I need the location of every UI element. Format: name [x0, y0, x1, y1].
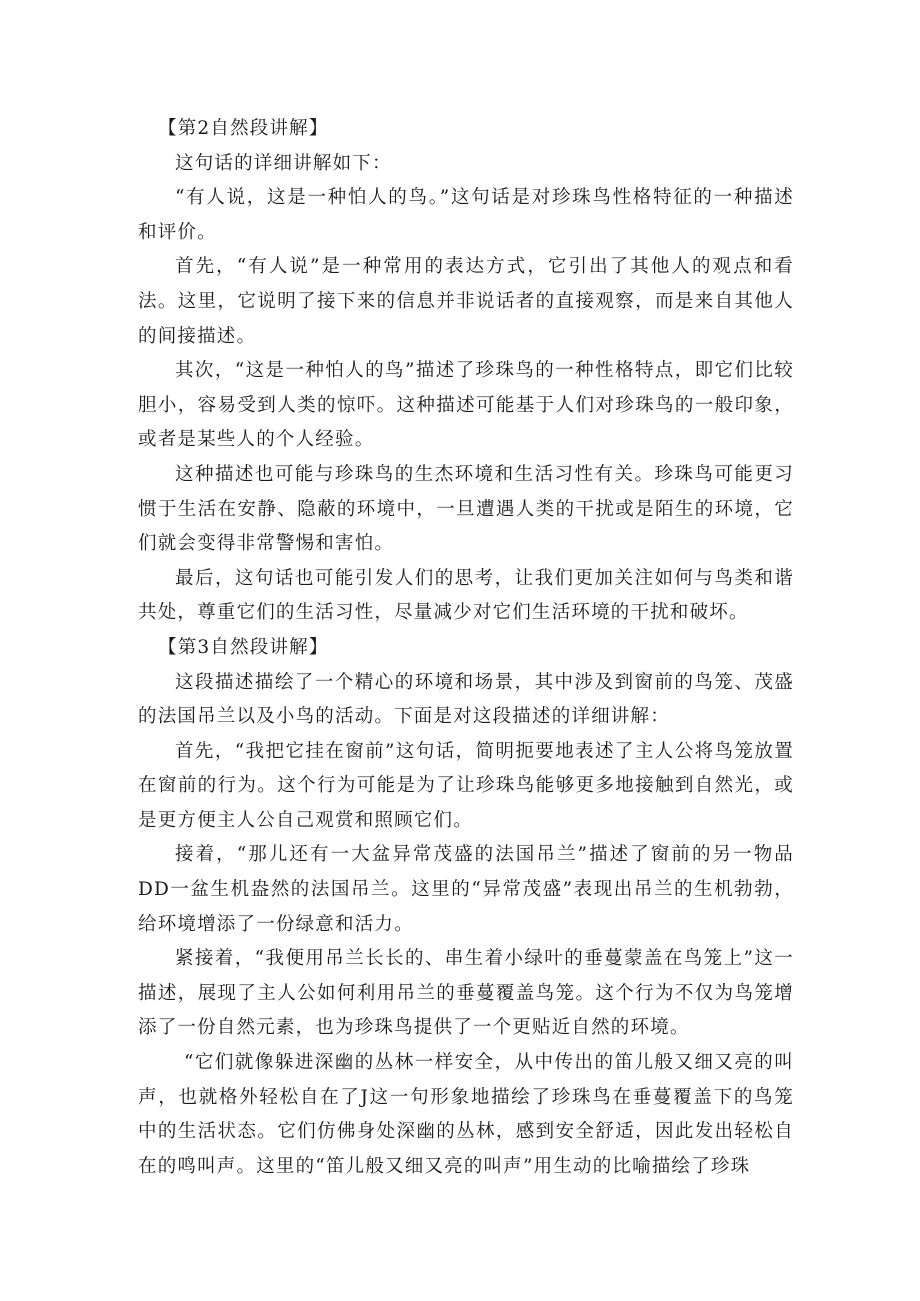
paragraph-final: 最后，这句话也可能引发人们的思考，让我们更加关注如何与鸟类和谐共处，尊重它们的生活习性，尽量减少对它们生活环境的干扰和破坏。	[138, 567, 794, 624]
paragraph-habitat: 这种描述也可能与珍珠鸟的生杰环境和生活习性有关。珍珠鸟可能更习惯于生活在安静、隐蔽的环境中，一旦遭遇人类的干扰或是陌生的环境，它们就会变得非常警惕和害怕。	[138, 463, 794, 555]
paragraph-quote: “有人说，这是一种怕人的鸟。”这句话是对珍珠鸟性格特征的一种描述和评价。	[138, 187, 794, 243]
paragraph-second: 其次，“这是一种怕人的鸟”描述了珍珠鸟的一种性格特点，即它们比较胆小，容易受到人类的惊吓。这种描述可能基于人们对珍珠鸟的一般印象，或者是某些人的个人经验。	[138, 360, 794, 451]
paragraph-vines: 紧接着，“我便用吊兰长长的、串生着小绿叶的垂蔓蒙盖在鸟笼上”这一描述，展现了主人公如何利用吊兰的垂蔓覆盖鸟笼。这个行为不仅为鸟笼增添了一份自然元素，也为珍珠鸟提供了一个更贴近自然的环境。	[138, 948, 794, 1039]
section-heading-2: 【第2自然段讲解】	[158, 118, 329, 139]
document-page	[138, 112, 794, 1184]
paragraph-scene: 这段描述描绘了一个精心的环境和场景，其中涉及到窗前的鸟笼、茂盛的法国吊兰以及小鸟的活动。下面是对这段描述的详细讲解：	[138, 671, 794, 728]
paragraph-forest: “它们就像躲进深幽的丛林一样安全，从中传出的笛儿般又细又亮的叫声，也就格外轻松自在了J这一句形象地描绘了珍珠鸟在垂蔓覆盖下的鸟笼中的生活状态。它们仿佛身处深幽的丛林，感到安全舒适，因此发出轻松自在的鸣叫声。这里的“笛儿般又细又亮的叫声”用生动的比喻描绘了珍珠	[138, 1052, 794, 1177]
paragraph-orchid: 接着，“那儿还有一大盆异常茂盛的法国吊兰”描述了窗前的另一物品DD一盆生机盎然的法国吊兰。这里的“异常茂盛”表现出吊兰的生机勃勃，给环境增添了一份绿意和活力。	[138, 844, 794, 935]
section-heading-3: 【第3自然段讲解】	[158, 636, 329, 658]
paragraph-window: 首先，“我把它挂在窗前”这句话，简明扼要地表述了主人公将鸟笼放置在窗前的行为。这个行为可能是为了让珍珠鸟能够更多地接触到自然光，或是更方便主人公自己观赏和照顾它们。	[138, 740, 794, 831]
paragraph-intro: 这句话的详细讲解如下：	[175, 152, 392, 174]
paragraph-first: 首先，“有人说”是一种常用的表达方式，它引出了其他人的观点和看法。这里，它说明了接下来的信息并非说话者的直接观察，而是来自其他人的间接描述。	[138, 256, 794, 347]
